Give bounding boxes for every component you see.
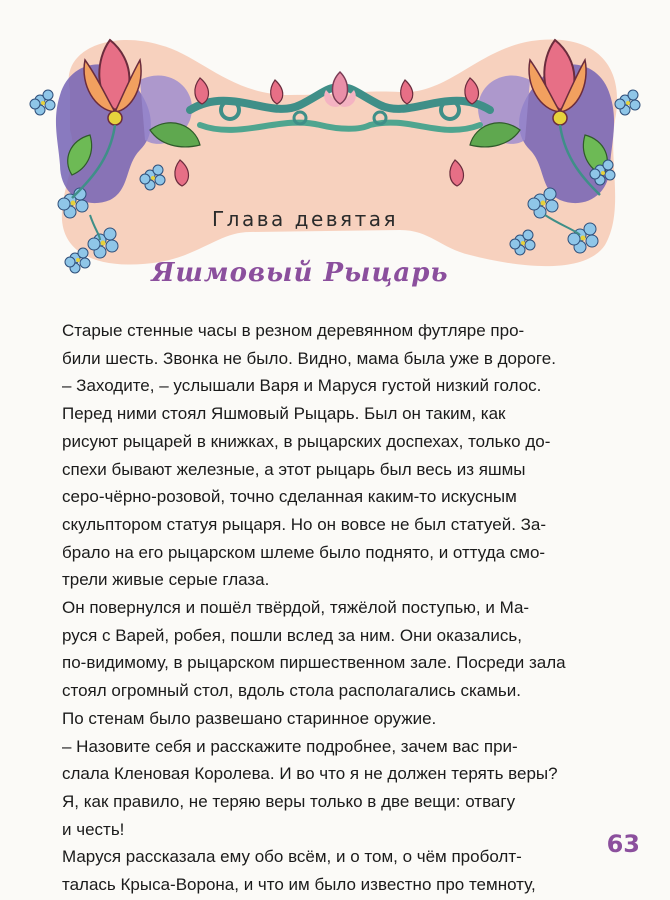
- text-line: по-видимому, в рыцарском пиршественном зале. Посреди зала: [62, 653, 566, 673]
- text-line: руся с Варей, робея, пошли вслед за ним. Они оказались,: [62, 625, 522, 645]
- text-line: слала Кленовая Королева. И во что я не должен терять веры?: [62, 764, 558, 784]
- text-line: – Назовите себя и расскажите подробнее, зачем вас при-: [62, 736, 518, 756]
- text-line: Маруся рассказала ему обо всём, и о том, о чём проболт-: [62, 847, 522, 867]
- text-line: рисуют рыцарей в книжках, в рыцарских доспехах, только до-: [62, 431, 551, 451]
- text-line: брало на его рыцарском шлеме было поднято, и оттуда смо-: [62, 542, 546, 562]
- text-line: По стенам было развешано старинное оружие.: [62, 708, 437, 728]
- text-line: трели живые серые глаза.: [62, 570, 270, 590]
- text-line: Он повернулся и пошёл твёрдой, тяжёлой поступью, и Ма-: [62, 598, 530, 618]
- page-number: 63: [606, 830, 640, 858]
- body-text: [60, 317, 595, 899]
- text-line: серо-чёрно-розовой, точно сделанная каким-то искусным: [62, 487, 517, 507]
- text-line: Перед ними стоял Яшмовый Рыцарь. Был он таким, как: [62, 404, 506, 424]
- text-line: били шесть. Звонка не было. Видно, мама была уже в дороге.: [62, 348, 556, 368]
- text-line: Старые стенные часы в резном деревянном футляре про-: [62, 321, 525, 340]
- text-line: и честь!: [62, 819, 125, 839]
- text-line: Я, как правило, не теряю веры только в две вещи: отвагу: [62, 791, 516, 811]
- text-line: спехи бывают железные, а этот рыцарь был весь из яшмы: [62, 459, 526, 479]
- text-line: – Заходите, – услышали Варя и Маруся густой низкий голос.: [62, 376, 542, 396]
- chapter-title: Яшмовый Рыцарь: [151, 258, 449, 288]
- text-line: талась Крыса-Ворона, и что им было известно про темноту,: [62, 875, 536, 895]
- text-line: стоял огромный стол, вдоль стола располагались скамьи.: [62, 681, 522, 701]
- chapter-label: Глава девятая: [211, 207, 399, 231]
- text-line: скульптором статуя рыцаря. Но он вовсе не был статуей. За-: [62, 514, 547, 534]
- floral-ornament-header: [0, 0, 670, 290]
